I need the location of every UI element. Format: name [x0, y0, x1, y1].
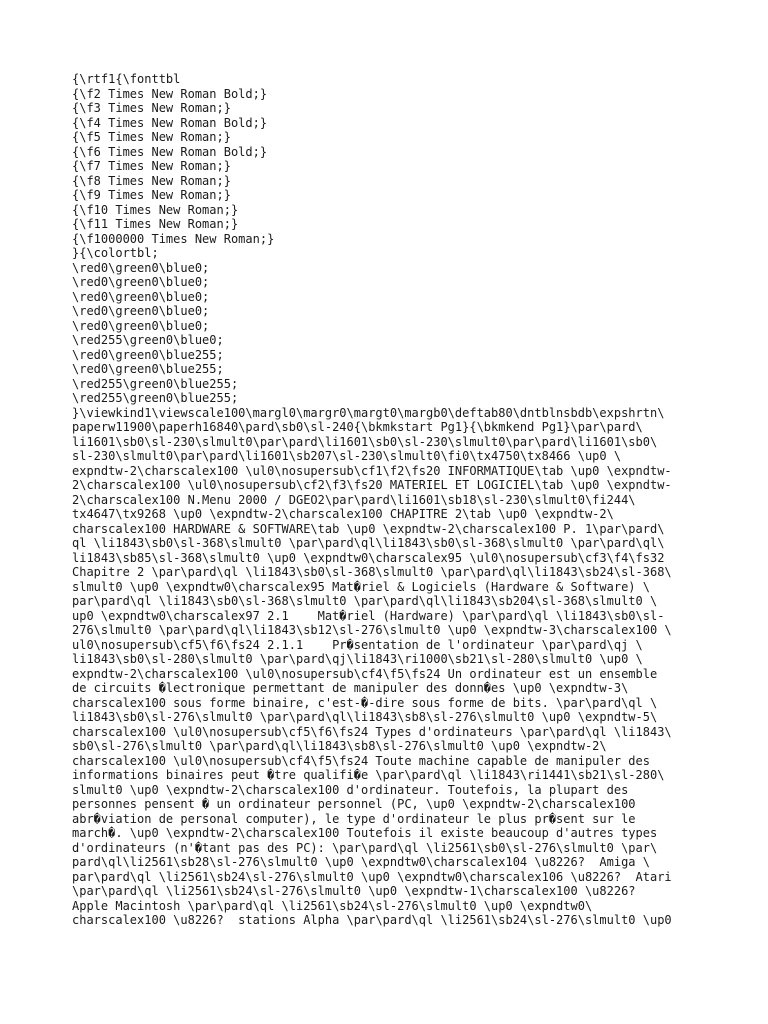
text-line: {\f5 Times New Roman;}: [72, 130, 231, 144]
text-line: {\f6 Times New Roman Bold;}: [72, 144, 268, 159]
text-line: expndtw-2\charscalex100 \ul0\nosupersub\cf4\f5\fs24 Un ordinateur est un ensemble: [72, 666, 658, 681]
rtf-source-text: [72, 72, 712, 928]
text-line: \red0\green0\blue255;: [72, 362, 224, 376]
text-line: charscalex100 HARDWARE & SOFTWARE\tab \up0 \expndtw-2\charscalex100 P. 1\par\pard\: [72, 521, 665, 536]
text-line: paperw11900\paperh16840\pard\sb0\sl-240{\bkmkstart Pg1}{\bkmkend Pg1}\par\pard\: [72, 420, 643, 434]
text-line: up0 \expndtw0\charscalex97 2.1 Mat�riel (Hardware) \par\pard\ql \li1843\sb0\sl-: [72, 608, 665, 623]
text-line: par\pard\ql \li1843\sb0\sl-368\slmult0 \par\pard\ql\li1843\sb204\sl-368\slmult0 \: [72, 594, 658, 608]
text-line: }\viewkind1\viewscale100\margl0\margr0\margt0\margb0\deftab80\dntblnsbdb\expshrtn\: [72, 405, 665, 420]
text-line: \red0\green0\blue0;: [72, 304, 210, 318]
text-line: abr�viation de personal computer), le type d'ordinateur le plus pr�sent sur le: [72, 811, 636, 826]
text-line: charscalex100 \ul0\nosupersub\cf4\f5\fs24 Toute machine capable de manipuler des: [72, 753, 650, 768]
text-line: 276\slmult0 \par\pard\ql\li1843\sb12\sl-276\slmult0 \up0 \expndtw-3\charscalex100 \: [72, 623, 672, 637]
text-line: charscalex100 sous forme binaire, c'est-�-dire sous forme de bits. \par\pard\ql \: [72, 695, 658, 710]
text-line: charscalex100 \u8226? stations Alpha \par\pard\ql \li2561\sb24\sl-276\slmult0 \up0: [72, 913, 672, 927]
text-line: ul0\nosupersub\cf5\f6\fs24 2.1.1 Pr�sentation de l'ordinateur \par\pard\qj \: [72, 637, 643, 652]
text-line: \red255\green0\blue255;: [72, 376, 239, 391]
text-line: 2\charscalex100 N.Menu 2000 / DGEO2\par\pard\li1601\sb18\sl-230\slmult0\fi244\: [72, 492, 636, 507]
text-line: {\f4 Times New Roman Bold;}: [72, 115, 268, 130]
text-line: informations binaires peut �tre qualifi�e \par\pard\ql \li1843\ri1441\sb21\sl-280\: [72, 768, 665, 782]
text-line: Chapitre 2 \par\pard\ql \li1843\sb0\sl-368\slmult0 \par\pard\ql\li1843\sb24\sl-368\: [72, 565, 672, 579]
text-line: li1843\sb0\sl-276\slmult0 \par\pard\ql\li1843\sb8\sl-276\slmult0 \up0 \expndtw-5\: [72, 710, 658, 724]
text-line: \red0\green0\blue255;: [72, 347, 224, 362]
text-line: {\f1000000 Times New Roman;}: [72, 231, 275, 246]
text-line: {\f11 Times New Roman;}: [72, 217, 239, 231]
text-line: expndtw-2\charscalex100 \ul0\nosupersub\cf1\f2\fs20 INFORMATIQUE\tab \up0 \expndtw-: [72, 463, 672, 478]
text-line: \red255\green0\blue255;: [72, 391, 239, 405]
text-line: slmult0 \up0 \expndtw-2\charscalex100 d'ordinateur. Toutefois, la plupart des: [72, 782, 629, 797]
text-line: sl-230\slmult0\par\pard\li1601\sb207\sl-230\slmult0\fi0\tx4750\tx8466 \up0 \: [72, 449, 622, 463]
text-line: 2\charscalex100 \ul0\nosupersub\cf2\f3\fs20 MATERIEL ET LOGICIEL\tab \up0 \expndtw-: [72, 478, 672, 492]
text-line: {\rtf1{\fonttbl: [72, 72, 181, 86]
text-line: {\f3 Times New Roman;}: [72, 101, 231, 115]
text-line: de circuits �lectronique permettant de manipuler des donn�es \up0 \expndtw-3\: [72, 681, 629, 695]
text-line: {\f8 Times New Roman;}: [72, 173, 231, 188]
text-line: par\pard\ql \li2561\sb24\sl-276\slmult0 \up0 \expndtw0\charscalex106 \u8226? Atari: [72, 869, 672, 884]
text-line: personnes pensent � un ordinateur personnel (PC, \up0 \expndtw-2\charscalex100: [72, 797, 636, 811]
text-line: Apple Macintosh \par\pard\ql \li2561\sb24\sl-276\slmult0 \up0 \expndtw0\: [72, 898, 593, 913]
text-line: \red0\green0\blue0;: [72, 275, 210, 289]
text-line: ql \li1843\sb0\sl-368\slmult0 \par\pard\ql\li1843\sb0\sl-368\slmult0 \par\pard\ql\: [72, 536, 665, 550]
text-line: {\f9 Times New Roman;}: [72, 188, 231, 202]
text-line: pard\ql\li2561\sb28\sl-276\slmult0 \up0 \expndtw0\charscalex104 \u8226? Amiga \: [72, 855, 650, 869]
text-line: slmult0 \up0 \expndtw0\charscalex95 Mat�riel & Logiciels (Hardware & Software) \: [72, 579, 650, 594]
text-line: {\f2 Times New Roman Bold;}: [72, 86, 268, 101]
text-line: \par\pard\ql \li2561\sb24\sl-276\slmult0 \up0 \expndtw-1\charscalex100 \u8226?: [72, 884, 636, 898]
text-line: li1843\sb0\sl-280\slmult0 \par\pard\qj\li1843\ri1000\sb21\sl-280\slmult0 \up0 \: [72, 652, 643, 666]
text-line: sb0\sl-276\slmult0 \par\pard\ql\li1843\sb8\sl-276\slmult0 \up0 \expndtw-2\: [72, 739, 607, 753]
text-line: \red255\green0\blue0;: [72, 333, 224, 347]
text-line: li1601\sb0\sl-230\slmult0\par\pard\li1601\sb0\sl-230\slmult0\par\pard\li1601\sb0\: [72, 434, 658, 449]
text-line: \red0\green0\blue0;: [72, 289, 210, 304]
text-line: d'ordinateurs (n'�tant pas des PC): \par\pard\ql \li2561\sb0\sl-276\slmult0 \par\: [72, 840, 658, 855]
text-line: {\f7 Times New Roman;}: [72, 159, 231, 173]
text-line: march�. \up0 \expndtw-2\charscalex100 Toutefois il existe beaucoup d'autres types: [72, 826, 658, 840]
text-line: charscalex100 \ul0\nosupersub\cf5\f6\fs24 Types d'ordinateurs \par\pard\ql \li1843\: [72, 724, 672, 739]
text-line: \red0\green0\blue0;: [72, 260, 210, 275]
text-line: \red0\green0\blue0;: [72, 318, 210, 333]
text-line: tx4647\tx9268 \up0 \expndtw-2\charscalex100 CHAPITRE 2\tab \up0 \expndtw-2\: [72, 507, 614, 521]
text-line: {\f10 Times New Roman;}: [72, 202, 239, 217]
text-line: li1843\sb85\sl-368\slmult0 \up0 \expndtw0\charscalex95 \ul0\nosupersub\cf3\f4\fs32: [72, 550, 665, 565]
text-line: }{\colortbl;: [72, 246, 159, 260]
